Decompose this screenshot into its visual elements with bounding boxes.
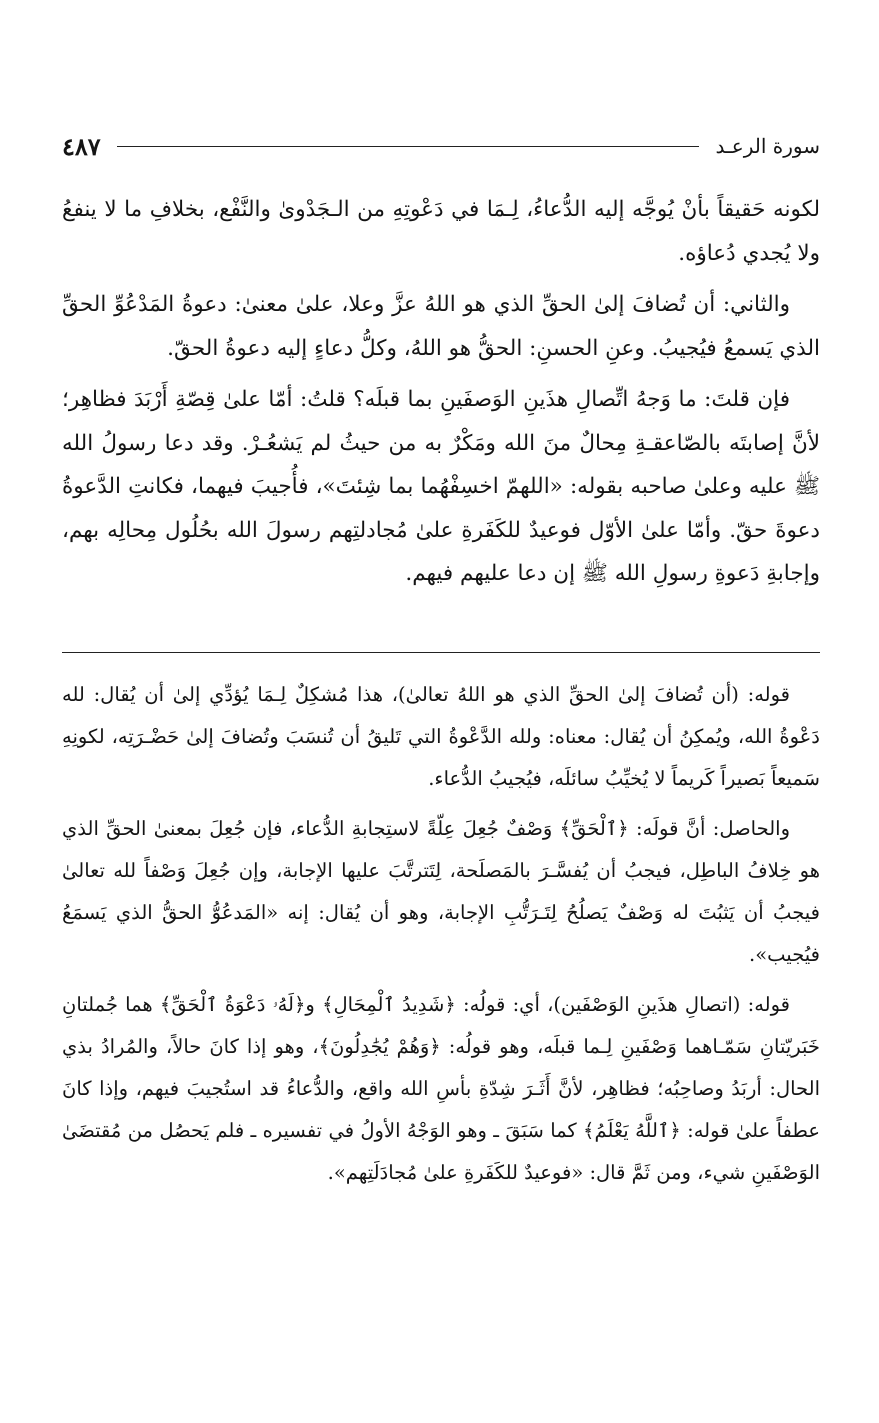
main-commentary	[62, 188, 820, 604]
page-number: ٤٨٧	[62, 131, 101, 161]
note-paragraph: والحاصل: أنَّ قولَه: ﴿ٱلْحَقِّ﴾ وَصْفٌ جُعِلَ عِلّةً لاستِجابةِ الدُّعاء، فإن جُعِلَ بمعنىٰ الحقِّ الذي هو خِلافُ الباطِل، فيجبُ أن يُفسَّـرَ بالمَصلَحة، لِتَترتَّبَ عليها الإجابة، وإن جُعِلَ وَصْفاً لله تعالىٰ فيجبُ أن يَثبُتَ له وَصْفٌ يَصلُحُ لِتَـرَتُّبِ الإجابة، وهو أن يُقال: إنه «المَدعُوُّ الحقُّ الذي يَسمَعُ فيُجيب».	[62, 817, 820, 966]
commentary-paragraph: والثاني: أن تُضافَ إلىٰ الحقِّ الذي هو اللهُ عزَّ وعلا، علىٰ معنىٰ: دعوةُ المَدْعُوِّ الحقِّ الذي يَسمعُ فيُجيبُ. وعنِ الحسنِ: الحقُّ هو اللهُ، وكلُّ دعاءٍ إليه دعوةُ الحقّ.	[62, 292, 820, 361]
commentary-paragraph: لكونه حَقيقاً بأنْ يُوجَّه إليه الدُّعاءُ، لِـمَا في دَعْوتِهِ من الـجَدْوىٰ والنَّفْع، بخلافِ ما لا ينفعُ ولا يُجدي دُعاؤه.	[62, 197, 820, 266]
note-paragraph: قوله: (أن تُضافَ إلىٰ الحقِّ الذي هو اللهُ تعالىٰ)، هذا مُشكِلٌ لِـمَا يُؤدِّي إلىٰ أن يُقال: لله دَعْوةُ الله، ويُمكِنُ أن يُقال: معناه: ولله الدَّعْوةُ التي تَليقُ أن تُنسَبَ وتُضافَ إلىٰ حَضْـرَتِه، لكونِهِ سَميعاً بَصيراً كَريماً لا يُخيِّبُ سائلَه، فيُجيبُ الدُّعاء.	[62, 683, 820, 790]
header-rule	[117, 146, 700, 147]
gloss-notes	[62, 674, 820, 1202]
surah-name: سورة الرعـد	[715, 134, 820, 158]
section-divider	[62, 652, 820, 653]
page-header	[62, 128, 820, 164]
commentary-paragraph: فإن قلتَ: ما وَجهُ اتِّصالِ هذَينِ الوَصفَينِ بما قبلَه؟ قلتُ: أمّا علىٰ قِصّةِ أَرْبَدَ فظاهِر؛ لأنَّ إصابتَه بالصّاعقـةِ مِحالٌ منَ الله ومَكْرٌ به من حيثُ لم يَشعُـرْ. وقد دعا رسولُ الله ﷺ عليه وعلىٰ صاحبه بقوله: «اللهمّ اخسِفْهُما بما شِئتَ»، فأُجيبَ فيهما، فكانتِ الدَّعوةُ دعوةَ حقّ. وأمّا علىٰ الأوّل فوعيدٌ للكَفَرةِ علىٰ مُجادلتِهم رسولَ الله بحُلُول مِحالِه بهم، وإجابةِ دَعوةِ رسولِ الله ﷺ إن دعا عليهم فيهم.	[62, 387, 820, 586]
note-paragraph: قوله: (اتصالِ هذَينِ الوَصْفَين)، أي: قولُه: ﴿شَدِيدُ ٱلْمِحَالِ﴾ و﴿لَهُۥ دَعْوَةُ ٱلْحَقِّ﴾ هما جُملتانِ خَبَريّتانِ سَمّـاهما وَصْفَينِ لِـما قبلَه، وهو قولُه: ﴿وَهُمْ يُجَٰدِلُونَ﴾، وهو إذا كانَ حالاً، والمُرادُ بذي الحال: أربَدُ وصاحِبُه؛ فظاهِر، لأنَّ أَثَـرَ شِدّةِ بأسِ الله واقع، والدُّعاءُ قد استُجيبَ فيهم، وإذا كانَ عطفاً علىٰ قوله: ﴿ٱللَّهُ يَعْلَمُ﴾ كما سَبَقَ ـ وهو الوَجْهُ الأولُ في تفسيره ـ فلم يَحصُل من مُقتضَىٰ الوَصْفَينِ شيء، ومن ثَمَّ قال: «فوعيدٌ للكَفَرةِ علىٰ مُجادَلَتِهم».	[62, 993, 820, 1184]
